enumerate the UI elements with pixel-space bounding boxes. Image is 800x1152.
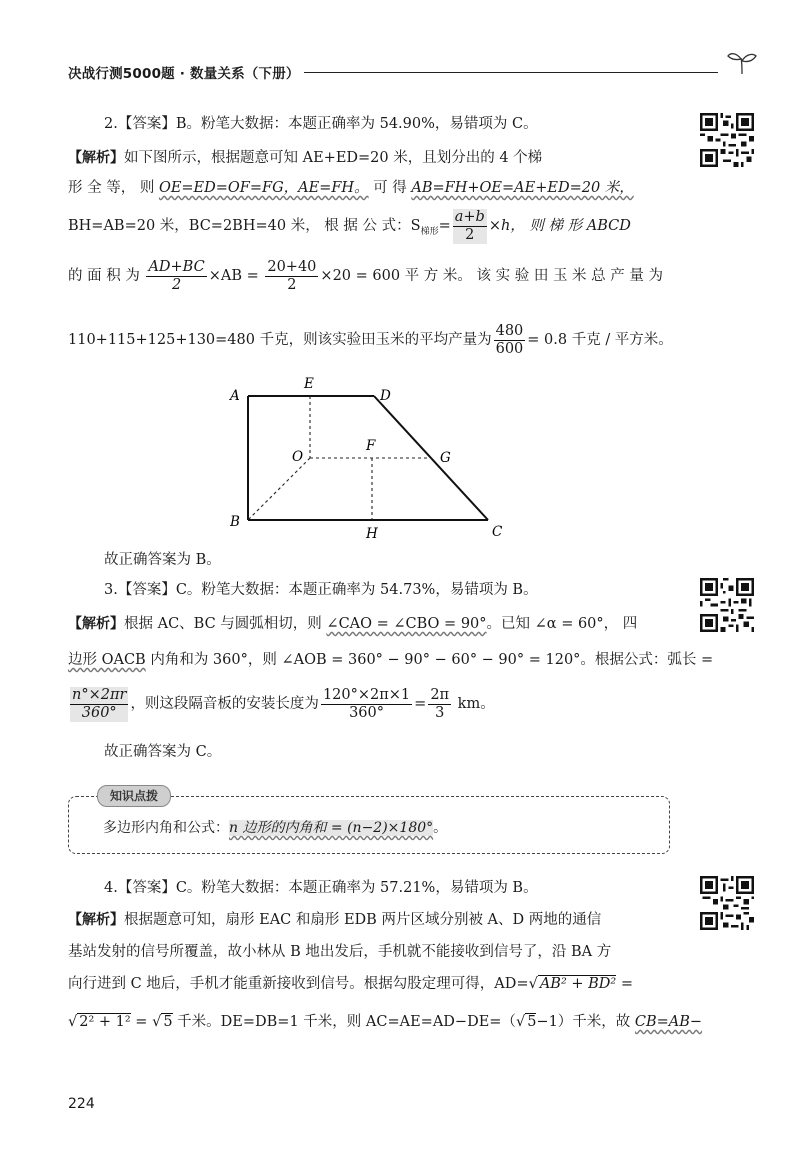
- q2-text-3b: ×h， 则 梯 形 ABCD: [488, 218, 631, 234]
- vertex-label-E: E: [304, 376, 314, 392]
- tip-label: 知识点拨: [97, 785, 171, 807]
- q2-text-1: 如下图所示，根据题意可知 AE+ED=20 米，且划分出的 4 个梯: [124, 150, 543, 166]
- q3-text-1c: 。已知 ∠α = 60°， 四: [486, 616, 638, 632]
- sprout-icon: [726, 48, 758, 76]
- q3-text-3a: ，则这段隔音板的安装长度为: [130, 696, 319, 712]
- q3-answer: 3.【答案】C。粉笔大数据：本题正确率为 54.73%，易错项为 B。: [104, 582, 538, 598]
- q4-sqrt-3: 5: [163, 1014, 173, 1030]
- q3-text-3c: km。: [453, 696, 495, 712]
- knowledge-tip-box: [68, 789, 670, 854]
- q2-text-4c: ×20 = 600 平 方 米。 该 实 验 田 玉 米 总 产 量 为: [320, 268, 663, 284]
- q2-answer: 2.【答案】B。粉笔大数据：本题正确率为 54.90%，易错项为 C。: [104, 116, 538, 132]
- analysis-tag: 【解析】: [68, 616, 124, 632]
- vertex-label-A: A: [230, 388, 240, 404]
- q2-analysis-line-2: [68, 178, 634, 198]
- q2-text-2b: OE=ED=OF=FG，AE=FH。: [158, 180, 369, 196]
- q2-text-3sub: 梯形: [420, 226, 439, 237]
- q3-conclusion: 故正确答案为 C。: [104, 744, 222, 760]
- q2-analysis-line-4: [68, 258, 663, 294]
- q3-text-2b: 内角和为 360°，则 ∠AOB = 360° − 90° − 60° − 90° = 120°。根据公式：弧长 =: [145, 652, 714, 668]
- vertex-label-B: B: [230, 514, 240, 530]
- page-number: 224: [68, 1096, 95, 1112]
- trapezoid-formula-fraction: $\frac{a+b}{2}$: [454, 208, 485, 243]
- q4-sqrt-1: AB² + BD²: [539, 976, 617, 992]
- vertex-label-D: D: [380, 388, 391, 404]
- q4-analysis-line-2: 基站发射的信号所覆盖，故小林从 B 地出发后，手机就不能接收到信号了，沿 BA 方: [68, 944, 612, 960]
- tip-text: 多边形内角和公式：n 边形的内角和 = (n−2)×180°。: [103, 820, 448, 836]
- q4-sqrt-4: 5: [527, 1014, 537, 1030]
- q2-text-4b: ×AB =: [208, 268, 264, 284]
- area-fraction-1: $\frac{AD+BC}{2}$: [148, 258, 205, 293]
- q2-text-2a: 形 全 等， 则: [68, 180, 159, 196]
- q4-answer: 4.【答案】C。粉笔大数据：本题正确率为 57.21%，易错项为 B。: [104, 880, 538, 896]
- qr-code-q3[interactable]: [700, 578, 754, 632]
- header-rule: [304, 72, 718, 73]
- running-header: [68, 62, 758, 86]
- q4-text-4d: CB=AB−: [634, 1014, 703, 1030]
- average-yield-fraction: $\frac{480}{600}$: [495, 322, 524, 357]
- qr-code-q4[interactable]: [700, 876, 754, 930]
- q4-text-3b: =: [616, 976, 633, 992]
- analysis-tag: 【解析】: [68, 150, 124, 166]
- q4-text-4b: 千米。DE=DB=1 千米，则 AC=AE=AD−DE=（: [172, 1014, 516, 1030]
- q2-conclusion: 故正确答案为 B。: [104, 552, 221, 568]
- q2-analysis-line-1: [68, 148, 542, 168]
- area-fraction-2: $\frac{20+40}{2}$: [267, 258, 317, 293]
- q2-analysis-line-5: [68, 322, 673, 358]
- q3-analysis-line-1: [68, 614, 637, 634]
- q3-analysis-line-3: [68, 686, 495, 722]
- vertex-label-F: F: [366, 438, 376, 454]
- q3-text-3b: =: [414, 696, 427, 712]
- arc-length-formula: $\frac{n^\circ\times 2\pi r}{360^\circ}$: [72, 686, 127, 721]
- q4-text-4a: =: [130, 1014, 153, 1030]
- q2-text-5a: 110+115+125+130=480 千克，则该实验田玉米的平均产量为: [68, 332, 492, 348]
- q2-text-3a: BH=AB=20 米，BC=2BH=40 米， 根 据 公 式：S: [68, 218, 421, 234]
- arc-length-fraction: $\frac{120^\circ\times 2\pi\times 1}{360^\circ}$: [322, 686, 411, 721]
- q3-text-1a: 根据 AC、BC 与圆弧相切，则: [124, 616, 327, 632]
- book-title: 决战行测5000题 · 数量关系（下册）: [68, 66, 300, 82]
- vertex-label-O: O: [292, 449, 304, 465]
- q4-analysis-line-4: √ 2² + 1² = √ 5 千米。DE=DB=1 千米，则 AC=AE=AD−DE=（√ 5−1）千米，故 CB=AB−: [68, 1014, 703, 1030]
- vertex-label-H: H: [366, 526, 378, 542]
- q2-text-4a: 的 面 积 为: [68, 268, 145, 284]
- q4-text-4c: −1）千米，故: [536, 1014, 635, 1030]
- q2-text-5b: = 0.8 千克 / 平方米。: [527, 332, 673, 348]
- q3-text-1b: ∠CAO = ∠CBO = 90°: [326, 616, 487, 632]
- q4-text-3a: 向行进到 C 地后，手机才能重新接收到信号。根据勾股定理可得，AD=: [68, 976, 529, 992]
- q3-analysis-line-2: [68, 650, 713, 670]
- analysis-tag: 【解析】: [68, 912, 124, 928]
- q4-analysis-line-3: 向行进到 C 地后，手机才能重新接收到信号。根据勾股定理可得，AD=√ AB² + BD² =: [68, 976, 633, 992]
- q3-text-2a: 边形 OACB: [68, 652, 146, 668]
- q2-text-2d: AB=FH+OE=AE+ED=20 米，: [411, 180, 634, 196]
- q2-analysis-line-3: [68, 208, 631, 250]
- q4-sqrt-2: 2² + 1²: [79, 1014, 131, 1030]
- q4-analysis-line-1: [68, 910, 601, 930]
- q2-text-2c: 可 得: [368, 180, 412, 196]
- trapezoid-diagram: [226, 376, 516, 542]
- arc-length-result: $\frac{2\pi}{3}$: [430, 686, 450, 721]
- q2-text-3eq: =: [438, 218, 451, 234]
- q4-text-1: 根据题意可知，扇形 EAC 和扇形 EDB 两片区域分别被 A、D 两地的通信: [124, 912, 602, 928]
- qr-code-q2[interactable]: [700, 113, 754, 167]
- vertex-label-C: C: [492, 524, 503, 540]
- vertex-label-G: G: [440, 450, 451, 466]
